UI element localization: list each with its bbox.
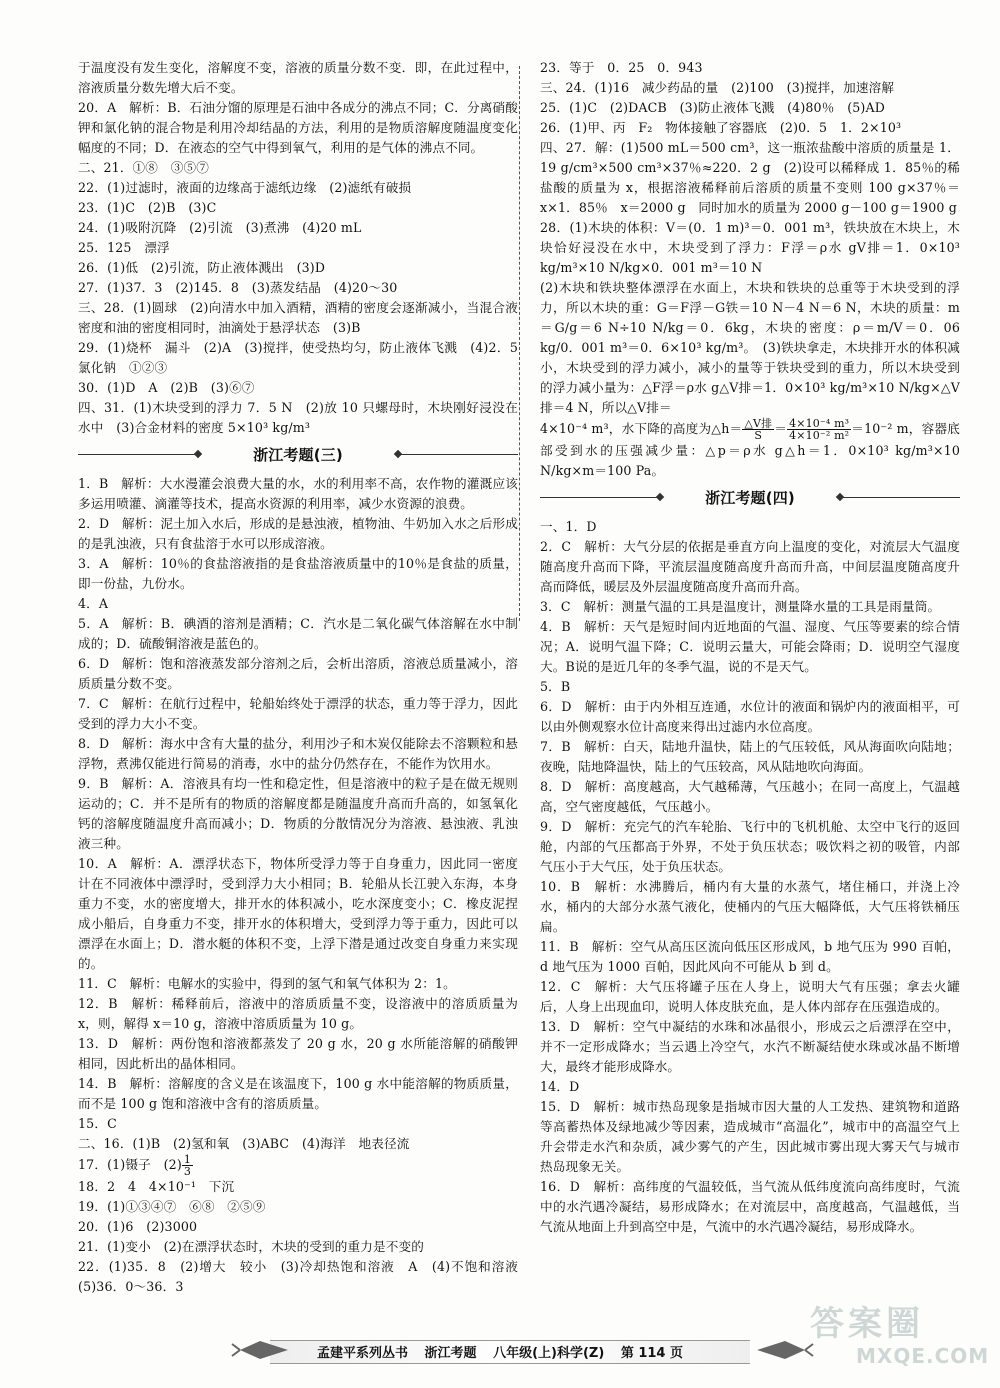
answer-paragraph: 20．A 解析：B．石油分馏的原理是石油中各成分的沸点不同；C．分离硝酸钾和氯化钠的混合物是利用冷却结晶的方法，利用的是物质溶解度随温度变化幅度的不同；D．在液态的空气中得到氧气，利用的是气体的沸点不同。 xyxy=(78,100,518,155)
fraction-volume-area xyxy=(742,418,774,441)
fraction-numerator: 1 xyxy=(183,1153,192,1166)
answer-paragraph: 8．D 解析：高度越高，大气越稀薄，气压越小；在同一高度上，气温越高，空气密度越低，气压越小。 xyxy=(540,779,960,814)
answer-paragraph: 四、31．(1)木块受到的浮力 7．5 N (2)放 10 只螺母时，木块刚好浸没在水中 (3)合金材料的密度 5×10³ kg/m³ xyxy=(78,400,518,435)
answer-paragraph: 21．(1)变小 (2)在漂浮状态时，木块的受到的重力是不变的 xyxy=(78,1239,425,1254)
answer-paragraph: 7．C 解析：在航行过程中，轮船始终处于漂浮的状态，重力等于浮力，因此受到的浮力大小不变。 xyxy=(78,696,518,731)
answer-paragraph: 9．D 解析：充完气的汽车轮胎、飞行中的飞机机舱、太空中飞行的返回舱，内部的气压都高于外界，不处于负压状态；吸饮料之初的吸管，内部气压小于大气压，处于负压状态。 xyxy=(540,819,960,874)
answer-paragraph: 10．B 解析：水沸腾后，桶内有大量的水蒸气，堵住桶口，并浇上冷水，桶内的大部分水蒸气液化，使桶内的气压大幅降低，大气压将铁桶压扁。 xyxy=(540,879,960,934)
answer-paragraph: 25．(1)C (2)DACB (3)防止液体飞溅 (4)80％ (5)AD xyxy=(540,100,885,115)
answer-paragraph: 17．(1)镊子 (2) $\frac{1}{3}$ xyxy=(78,1153,192,1178)
answer-paragraph: 2．D 解析：泥土加入水后，形成的是悬浊液，植物油、牛奶加入水之后形成的是乳浊液，只有食盐溶于水可以形成溶液。 xyxy=(78,516,518,551)
answer-paragraph: 3．A 解析：10％的食盐溶液指的是食盐溶液质量中的10％是食盐的质量，即一份盐，九份水。 xyxy=(78,556,518,591)
watermark-text: 答案圈 xyxy=(810,1304,924,1344)
answer-paragraph: 14．B 解析：溶解度的含义是在该温度下，100 g 水中能溶解的物质质量，而不是 100 g 饱和溶液中含有的溶质质量。 xyxy=(78,1076,518,1111)
answer-paragraph: 22．(1)35．8 (2)增大 较小 (3)冷却热饱和溶液 A (4)不饱和溶液 (5)36．0～36．3 xyxy=(78,1259,531,1294)
section-heading-4 xyxy=(540,488,960,508)
fraction-denominator: 4×10⁻² m² xyxy=(789,429,850,442)
answer-paragraph: 27．(1)37．3 (2)145．8 (3)蒸发结晶 (4)20～30 xyxy=(78,280,398,295)
q17-fraction xyxy=(182,1154,193,1177)
answer-paragraph: 30．(1)D A (2)B (3)⑥⑦ xyxy=(78,380,255,395)
answer-paragraph: 5．A 解析：B．碘酒的溶剂是酒精；C．汽水是二氧化碳气体溶解在水中制成的；D．硫酸铜溶液是蓝色的。 xyxy=(78,616,518,651)
answer-paragraph: 4．B 解析：天气是短时间内近地面的气温、湿度、气压等要素的综合情况；A．说明气温下降；C．说明云量大，可能会降雨；D．说明空气湿度大。B说的是近几年的冬季气温，说的不是天气。 xyxy=(540,619,960,674)
answer-paragraph: 1．B 解析：大水漫灌会浪费大量的水，水的利用率不高，农作物的灌溉应该多运用喷灌、滴灌等技术，提高水资源的利用率，减少水资源的浪费。 xyxy=(78,476,518,511)
answer-paragraph: 三、24．(1)16 减少药品的量 (2)100 (3)搅拌，加速溶解 xyxy=(540,80,895,95)
heading-ornament-right xyxy=(398,454,518,455)
right-answers-part1 xyxy=(540,58,960,418)
answer-paragraph: 11．B 解析：空气从高压区流向低压区形成风，b 地气压为 990 百帕，d 地气压为 1000 百帕，因此风向不可能从 b 到 d。 xyxy=(540,939,960,974)
left-answers-part1 xyxy=(78,58,531,438)
answer-paragraph: 于温度没有发生变化，溶解度不变，溶液的质量分数不变．即，在此过程中，溶液质量分数先增大后不变。 xyxy=(78,60,518,95)
page-number: 第 114 页 xyxy=(620,1346,684,1361)
left-answers-part2 xyxy=(78,474,531,1297)
footer-ornament-right-icon xyxy=(755,1338,815,1362)
answer-paragraph: 12．B 解析：稀释前后，溶液中的溶质质量不变，设溶液中的溶质质量为 x，则，解得 x＝10 g，溶液中溶质质量为 10 g。 xyxy=(78,996,518,1031)
answer-paragraph: 7．B 解析：白天，陆地升温快，陆上的气压较低，风从海面吹向陆地；夜晚，陆地降温快，陆上的气压较高，风从陆地吹向海面。 xyxy=(540,739,960,774)
answer-paragraph: 23．(1)C (2)B (3)C xyxy=(78,200,217,215)
answer-paragraph: 22．(1)过滤时，液面的边缘高于滤纸边缘 (2)滤纸有破损 xyxy=(78,180,412,195)
answer-paragraph: 三、28．(1)圆球 (2)向清水中加入酒精，酒精的密度会逐渐减小，当混合液密度和油的密度相同时，油滴处于悬浮状态 (3)B xyxy=(78,300,518,335)
section-heading-3 xyxy=(78,445,518,465)
fraction-denominator: S xyxy=(754,429,763,442)
section-heading-3-text: 浙江考题(三) xyxy=(253,446,343,464)
answer-paragraph: 13．D 解析：两份饱和溶液都蒸发了 20 g 水，20 g 水所能溶解的硝酸钾相同，因此析出的晶体相同。 xyxy=(78,1036,518,1071)
answer-paragraph: 四、27．解：(1)500 mL＝500 cm³，这一瓶浓盐酸中溶质的质量是 1．19 g/cm³×500 cm³×37％≈220．2 g (2)设可以稀释成 1．85％的稀盐酸的质量为 x，根据溶液稀释前后溶质的质量不变则 100 g×37％＝x×1．85％ x＝2000 g 同时加水的质量为 2000 g－100 g＝1900 g xyxy=(540,140,960,215)
fraction-values xyxy=(787,418,851,441)
watermark-url: MXQE.COM xyxy=(856,1344,990,1368)
left-column xyxy=(78,58,531,1297)
answer-paragraph: 11．C 解析：电解水的实验中，得到的氢气和氧气体积为 2：1。 xyxy=(78,976,456,991)
answer-paragraph: 15．D 解析：城市热岛现象是指城市因大量的人工发热、建筑物和道路等高蓄热体及绿地减少等因素，造成城市“高温化”，城市中的高温空气上升会带走水汽和杂质，减少雾气的产生，因此城市雾出现大雾天气与城市热岛现象无关。 xyxy=(540,1099,960,1174)
answer-paragraph: 14．D xyxy=(540,1079,580,1094)
watermark xyxy=(810,1296,990,1376)
fraction-numerator: 4×10⁻⁴ m³ xyxy=(789,417,850,430)
answer-paragraph: (2)木块和铁块整体漂浮在水面上，木块和铁块的总重等于木块受到的浮力，所以木块的重：G＝F浮－G铁＝10 N－4 N＝6 N，木块的质量：m＝G/g＝6 N÷10 N/kg＝0．6kg，木块的密度：ρ＝m/V＝0．06 kg/0．001 m³＝0．6×10³ kg/m³。 (3)铁块拿走，木块排开水的体积减小，木块受到的浮力减小，减小的量等于铁块受到的重力，所以木块受到的浮力减小量为：△F浮＝ρ水 g△V排＝1．0×10³ kg/m³×10 N/kg×△V排＝4 N，所以△V排＝ xyxy=(540,280,960,415)
answer-paragraph: 13．D 解析：空气中凝结的水珠和冰晶很小，形成云之后漂浮在空中，并不一定形成降水；当云遇上冷空气，水汽不断凝结使水珠或冰晶不断增大，最终才能形成降水。 xyxy=(540,1019,960,1074)
answer-paragraph: 19．(1)①③④⑦ ⑥⑧ ②⑤⑨ xyxy=(78,1199,266,1214)
answer-paragraph: 23．等于 0．25 0．943 xyxy=(540,60,703,75)
right-column xyxy=(540,58,960,1237)
answer-paragraph: 8．D 解析：海水中含有大量的盐分，利用沙子和木炭仅能除去不溶颗粒和悬浮物，煮沸仅能进行简易的消毒，水中的盐分仍然存在，不能作为饮用水。 xyxy=(78,736,518,771)
heading-ornament-left xyxy=(540,497,660,498)
answer-paragraph: 二、16．(1)B (2)氢和氧 (3)ABC (4)海洋 地表径流 xyxy=(78,1136,410,1151)
answer-paragraph: 24．(1)吸附沉降 (2)引流 (3)煮沸 (4)20 mL xyxy=(78,220,362,235)
answer-paragraph: 10．A 解析：A．漂浮状态下，物体所受浮力等于自身重力，因此同一密度计在不同液体中漂浮时，受到浮力大小相同；B．轮船从长江驶入东海，本身重力不变，水的密度增大，排开水的体积减小，吃水深度变小；C．橡皮泥捏成小船后，自身重力不变，排开水的体积增大，受到浮力等于重力，因此可以漂浮在水面上；D．潜水艇的体积不变，上浮下潜是通过改变自身重力来实现的。 xyxy=(78,856,518,971)
answer-paragraph: 28．(1)木块的体积：V＝(0．1 m)³＝0．001 m³，铁块放在木块上，木块恰好浸没在水中，木块受到了浮力：F浮＝ρ水 gV排＝1．0×10³ kg/m³×10 N/kg×0．001 m³＝10 N xyxy=(540,220,960,275)
q28-formula-line: 4×10⁻⁴ m³，水下降的高度为△h＝ $\frac{\text{△V排}}{S}$ ＝ $\frac{\text{4×10⁻⁴ m³}}{\text{4×10⁻² m²}}$ ＝10⁻² m，容器底部受到水的压强减少量：△p＝ρ水 g△h＝1．0×10³ kg/m³×10 N/kg×m＝100 Pa。 xyxy=(540,417,960,478)
answer-paragraph: 一、1．D xyxy=(540,519,597,534)
fraction-denominator: 3 xyxy=(183,1165,192,1178)
answer-paragraph: 20．(1)6 (2)3000 xyxy=(78,1219,198,1234)
answer-paragraph: 6．D 解析：饱和溶液蒸发部分溶剂之后，会析出溶质，溶液总质量减小，溶质质量分数不变。 xyxy=(78,656,518,691)
answer-paragraph: 2．C 解析：大气分层的依据是垂直方向上温度的变化，对流层大气温度随高度升高而下降，平流层温度随高度升高而升高，中间层温度随高度升高而降低，暖层及外层温度随高度升高而升高。 xyxy=(540,539,960,594)
answer-paragraph: 26．(1)低 (2)引流，防止液体溅出 (3)D xyxy=(78,260,326,275)
answer-paragraph: 25．125 漂浮 xyxy=(78,240,170,255)
answer-paragraph: 二、21．①⑧ ③⑤⑦ xyxy=(78,160,210,175)
footer-series: 孟建平系列丛书 xyxy=(316,1346,408,1361)
answer-paragraph: 4．A xyxy=(78,596,109,611)
answer-paragraph: 16．D 解析：高纬度的气温较低，当气流从低纬度流向高纬度时，气流中的水汽遇冷凝结，易形成降水；在对流层中，高度越高，气温越低，当气流从地面上升到高空中是，气流中的水汽遇冷凝结，易形成降水。 xyxy=(540,1179,960,1234)
right-answers-part2 xyxy=(540,517,960,1237)
q28-tail-post: ＝10⁻² m，容器底部受到水的压强减少量：△p＝ρ水 g△h＝1．0×10³ kg/m³×10 N/kg×m＝100 Pa。 xyxy=(540,421,960,478)
footer-grade: 八年级(上)科学(Z) xyxy=(493,1346,605,1361)
answer-paragraph: 29．(1)烧杯 漏斗 (2)A (3)搅拌，使受热均匀，防止液体飞溅 (4)2．5 氯化钠 ①②③ xyxy=(78,340,531,375)
q28-tail-pre: 4×10⁻⁴ m³，水下降的高度为△h＝ xyxy=(540,421,743,436)
answer-paragraph: 18．2 4 4×10⁻¹ 下沉 xyxy=(78,1179,235,1194)
answer-paragraph: 5．B xyxy=(540,679,571,694)
answer-paragraph: 12．C 解析：大气压将罐子压在人身上，说明大气有压强；拿去火罐后，人身上出现血印，说明人体皮肤充血，是人体内部存在压强造成的。 xyxy=(540,979,960,1014)
answer-paragraph: 9．B 解析：A．溶液具有均一性和稳定性，但是溶液中的粒子是在做无规则运动的；C．并不是所有的物质的溶解度都是随温度升高而升高的，如氢氧化钙的溶解度随温度升高而减小；D．物质的分散情况分为溶液、悬浊液、乳浊液三种。 xyxy=(78,776,518,851)
fraction-numerator: △V排 xyxy=(744,417,773,430)
answer-paragraph: 3．C 解析：测量气温的工具是温度计，测量降水量的工具是雨量筒。 xyxy=(540,599,941,614)
heading-ornament-left xyxy=(78,454,198,455)
section-heading-4-text: 浙江考题(四) xyxy=(705,489,795,507)
answer-paragraph: 26．(1)甲、丙 F₂ 物体接触了容器底 (2)0．5 1．2×10³ xyxy=(540,120,902,135)
footer-book: 浙江考题 xyxy=(424,1346,477,1361)
answer-paragraph: 15．C xyxy=(78,1116,117,1131)
heading-ornament-right xyxy=(840,497,960,498)
answer-paragraph: 6．D 解析：由于内外相互连通，水位计的液面和锅炉内的液面相平，可以由外侧观察水位计高度来得出过滤内水位高度。 xyxy=(540,699,960,734)
